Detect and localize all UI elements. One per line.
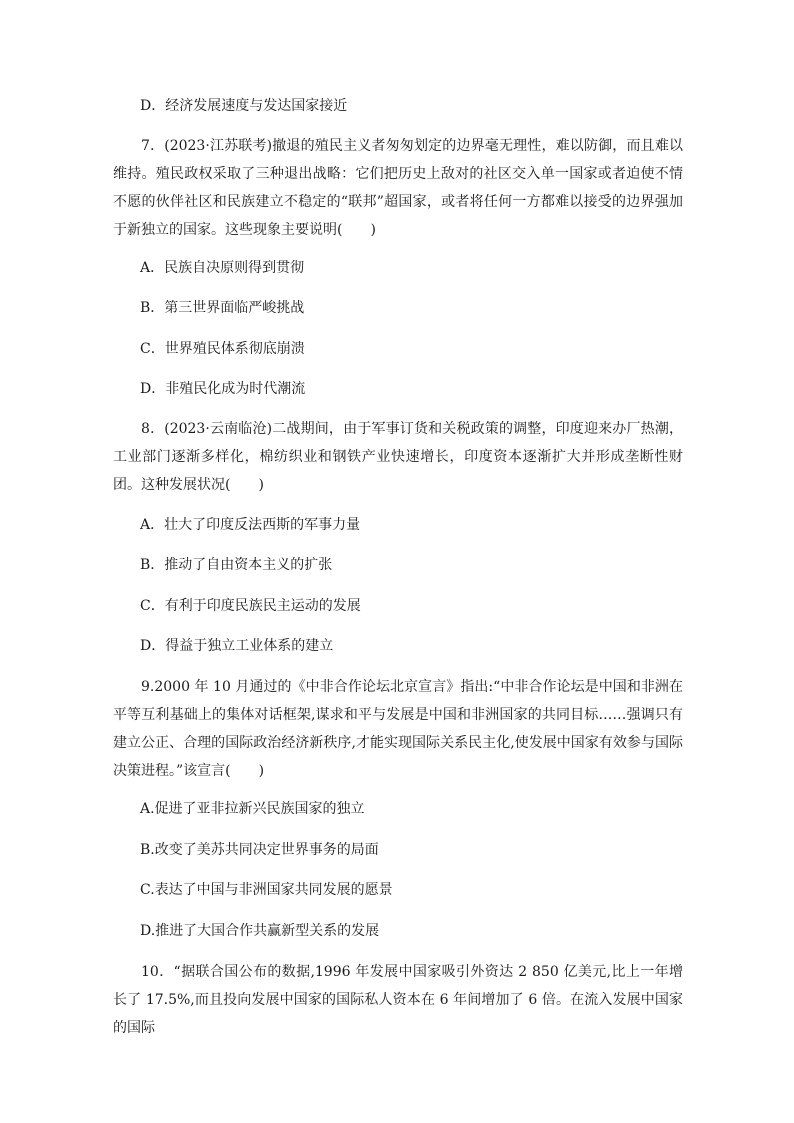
q8-option-a: A．壮大了印度反法西斯的军事力量 — [140, 517, 361, 533]
q9-stem: 9.2000 年 10 月通过的《中非合作论坛北京宣言》指出:“中非合作论坛是中国和非洲在平等互利基础上的集体对话框架,谋求和平与发展是中国和非洲国家的共同目标……强调只有建立公正、合理的国际政治经济新秩序,才能实现国际关系民主化,使发展中国家有效参与国际决策进程。”该宣言( ) — [113, 679, 683, 779]
q9-option-b: B.改变了美苏共同决定世界事务的局面 — [140, 842, 379, 858]
q7-option-a: A．民族自决原则得到贯彻 — [140, 260, 305, 276]
q10-stem: 10．“据联合国公布的数据,1996 年发展中国家吸引外资达 2 850 亿美元,比上一年增长了 17.5%,而且投向发展中国家的国际私人资本在 6 年间增加了 6 倍。在流入发展中国家的国际 — [113, 964, 683, 1036]
q9-option-d: D.推进了大国合作共赢新型关系的发展 — [140, 923, 380, 939]
q9-option-c: C.表达了中国与非洲国家共同发展的愿景 — [140, 882, 393, 898]
q9-option-a: A.促进了亚非拉新兴民族国家的独立 — [140, 801, 365, 817]
q8-option-d: D．得益于独立工业体系的建立 — [140, 638, 334, 654]
q8-option-c: C．有利于印度民族民主运动的发展 — [140, 598, 361, 614]
q8-stem: 8．(2023·云南临沧)二战期间，由于军事订货和关税政策的调整，印度迎来办厂热潮，工业部门逐渐多样化，棉纺织业和钢铁产业快速增长，印度资本逐渐扩大并形成垄断性财团。这种发展状况( ) — [113, 421, 683, 493]
q7-option-b: B．第三世界面临严峻挑战 — [140, 300, 305, 316]
q8-option-b: B．推动了自由资本主义的扩张 — [140, 557, 333, 573]
q7-option-c: C．世界殖民体系彻底崩溃 — [140, 341, 305, 357]
q7-stem: 7．(2023·江苏联考)撤退的殖民主义者匆匆划定的边界毫无理性，难以防御，而且难以维持。殖民政权采取了三种退出战略：它们把历史上敌对的社区交入单一国家或者迫使不情不愿的伙伴社区和民族建立不稳定的“联邦”超国家，或者将任何一方都难以接受的边界强加于新独立的国家。这些现象主要说明( ) — [113, 138, 683, 238]
q7-option-d: D．非殖民化成为时代潮流 — [140, 381, 306, 397]
q6-option-d: D．经济发展速度与发达国家接近 — [140, 98, 348, 114]
